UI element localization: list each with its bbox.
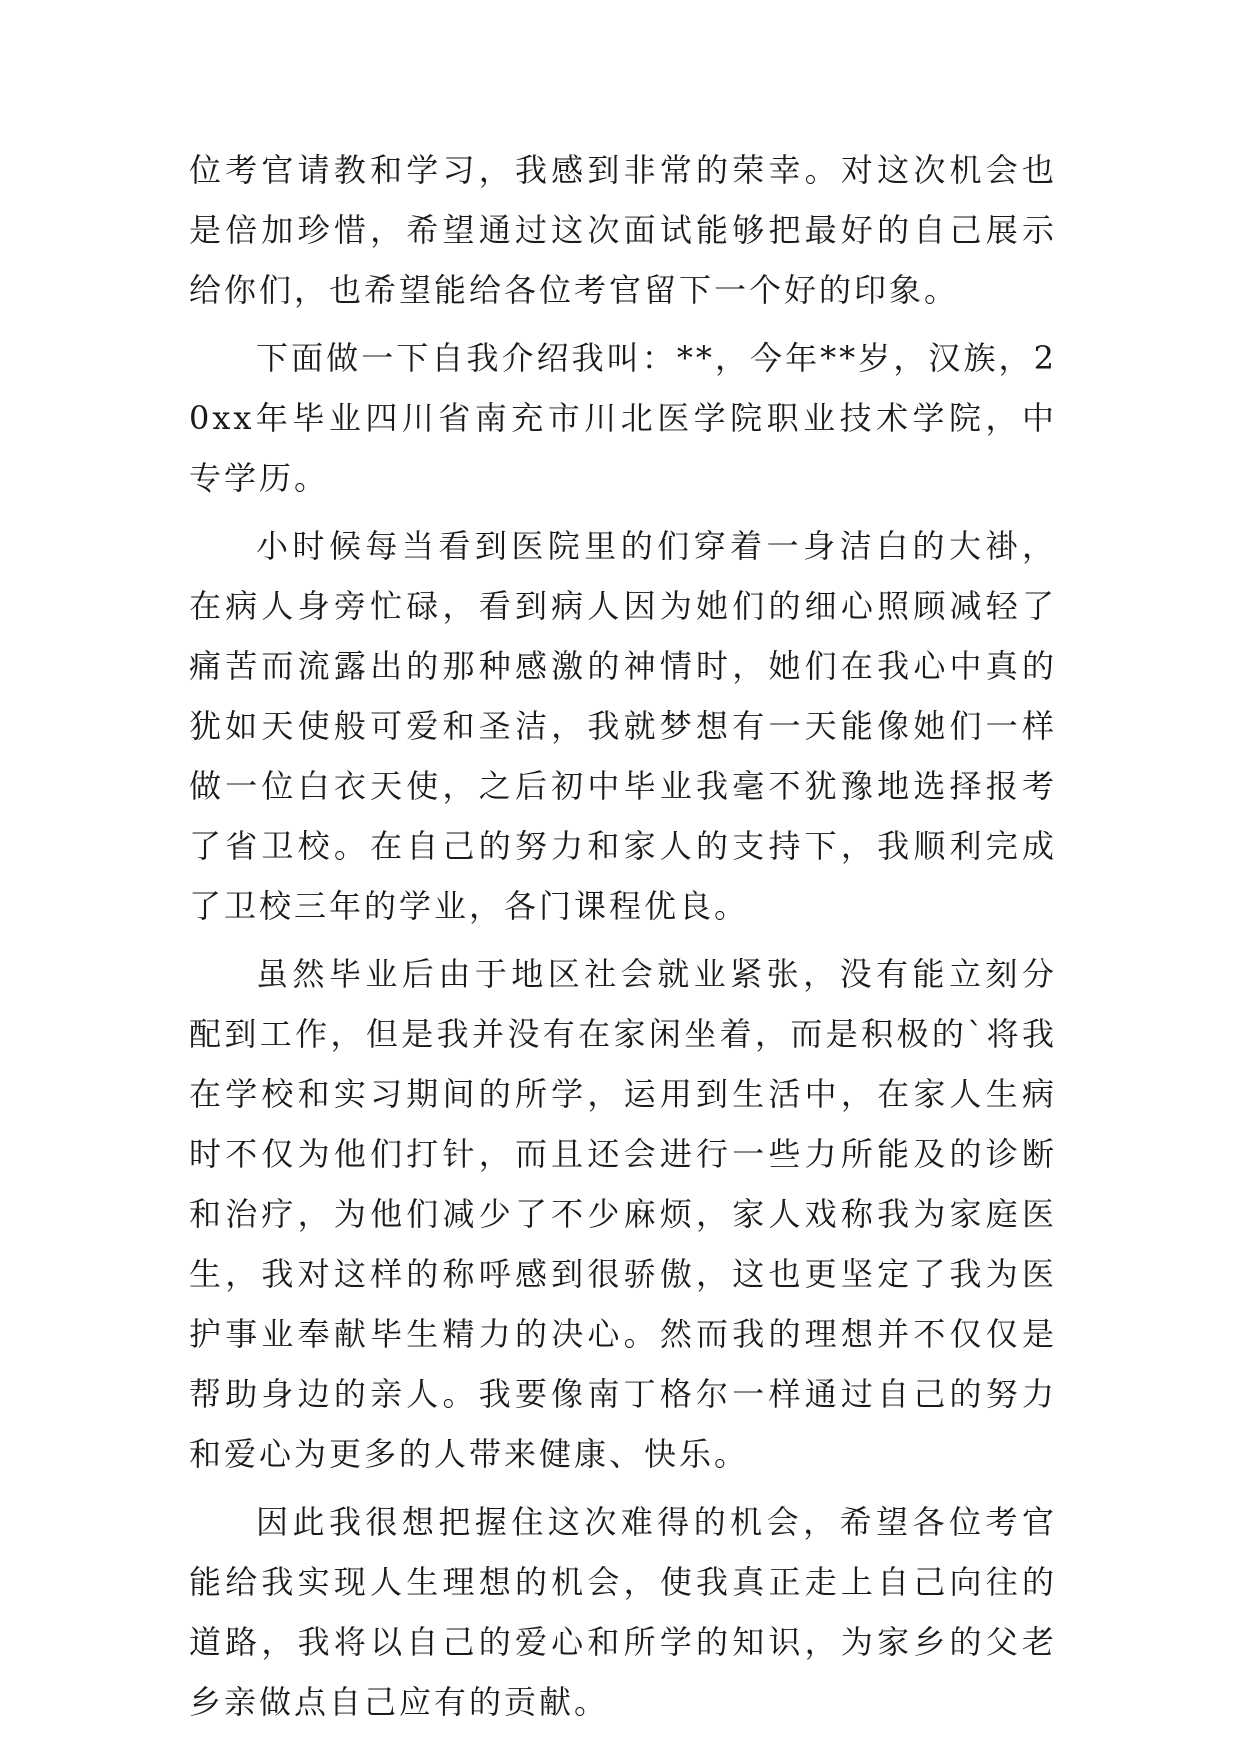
- paragraph-3: 小时候每当看到医院里的们穿着一身洁白的大褂，在病人身旁忙碌，看到病人因为她们的细心照顾减轻了痛苦而流露出的那种感激的神情时，她们在我心中真的犹如天使般可爱和圣洁，我就梦想有一天能像她们一样做一位白衣天使，之后初中毕业我毫不犹豫地选择报考了省卫校。在自己的努力和家人的支持下，我顺利完成了卫校三年的学业，各门课程优良。: [189, 527, 1057, 925]
- paragraph-5: 因此我很想把握住这次难得的机会，希望各位考官能给我实现人生理想的机会，使我真正走上自己向往的道路，我将以自己的爱心和所学的知识，为家乡的父老乡亲做点自己应有的贡献。: [189, 1503, 1057, 1721]
- document-body: [189, 140, 1057, 1740]
- paragraph-1: 位考官请教和学习，我感到非常的荣幸。对这次机会也是倍加珍惜，希望通过这次面试能够把最好的自己展示给你们，也希望能给各位考官留下一个好的印象。: [189, 151, 1057, 309]
- paragraph-4: 虽然毕业后由于地区社会就业紧张，没有能立刻分配到工作，但是我并没有在家闲坐着，而是积极的`将我在学校和实习期间的所学，运用到生活中，在家人生病时不仅为他们打针，而且还会进行一些力所能及的诊断和治疗，为他们减少了不少麻烦，家人戏称我为家庭医生，我对这样的称呼感到很骄傲，这也更坚定了我为医护事业奉献毕生精力的决心。然而我的理想并不仅仅是帮助身边的亲人。我要像南丁格尔一样通过自己的努力和爱心为更多的人带来健康、快乐。: [189, 955, 1057, 1473]
- paragraph-2: 下面做一下自我介绍我叫：**，今年**岁，汉族，20xx年毕业四川省南充市川北医学院职业技术学院，中专学历。: [189, 339, 1057, 497]
